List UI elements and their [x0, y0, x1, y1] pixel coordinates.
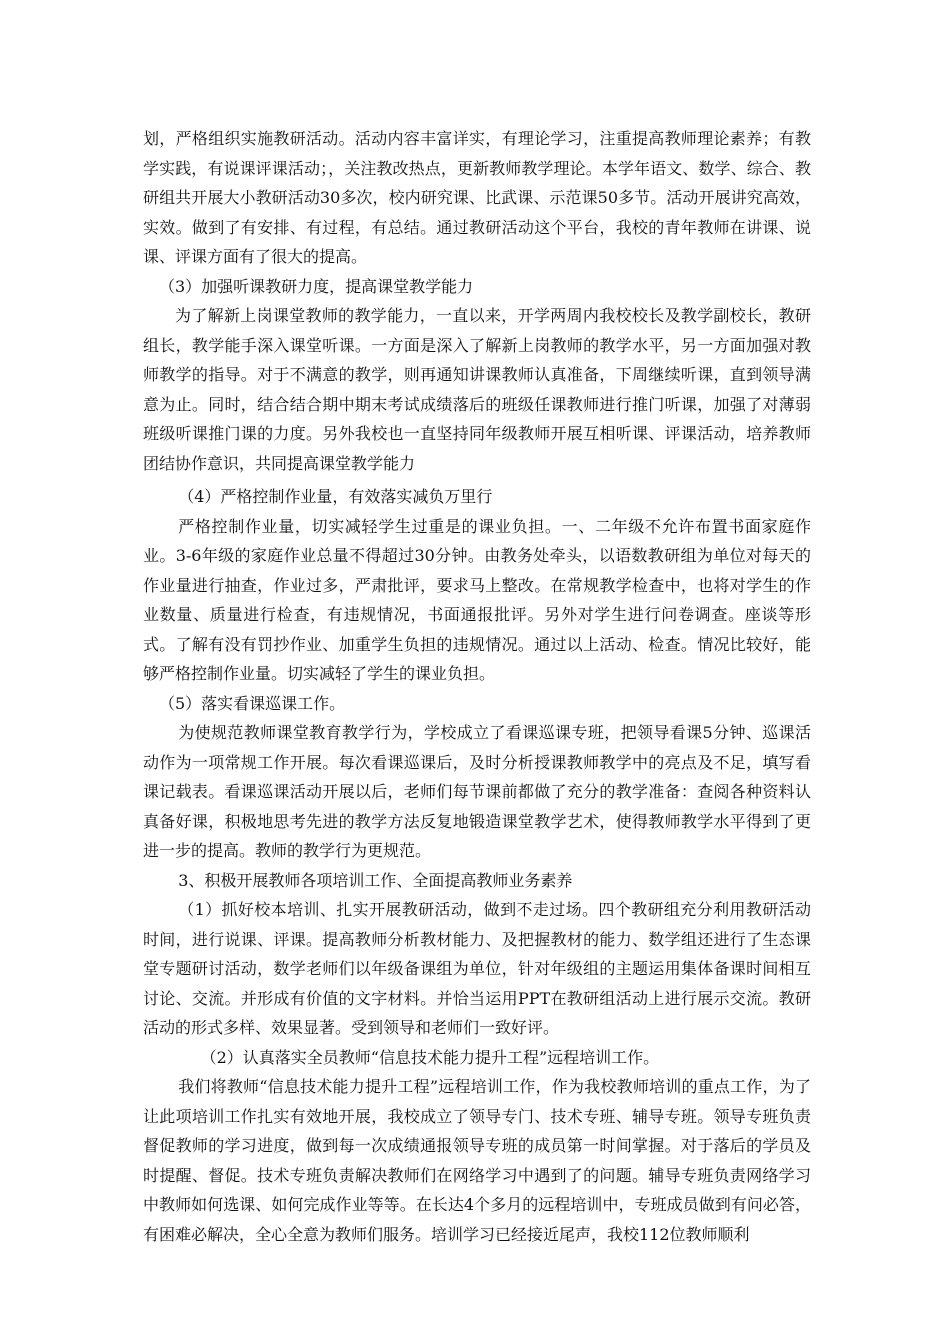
paragraph-continued: 划，严格组织实施教研活动。活动内容丰富详实，有理论学习，注重提高教师理论素养；有教学实践，有说课评课活动；，关注教改热点，更新教师教学理论。本学年语文、数学、综合、教研组共开展大小教研活动30多次，校内研究课、比武课、示范课50多节。活动开展讲究高效，实效。做到了有安排、有过程，有总结。通过教研活动这个平台，我校的青年教师在讲课、说课、评课方面有了很大的提高。 — [143, 129, 811, 266]
subheading-3: （3）加强听课教研力度，提高课堂教学能力 — [159, 276, 474, 296]
paragraph-homework-control: 严格控制作业量，切实减轻学生过重是的课业负担。一、二年级不允许布置书面家庭作业。3-6年级的家庭作业总量不得超过30分钟。由教务处牵头，以语数教研组为单位对每天的作业量进行抽查，作业过多，严肃批评，要求马上整改。在常规教学检查中，也将对学生的作业数量、质量进行检查，有违规情况，书面通报批评。另外对学生进行问卷调查。座谈等形式。了解有没有罚抄作业、加重学生负担的违规情况。通过以上活动、检查。情况比较好，能够严格控制作业量。切实减轻了学生的课业负担。 — [143, 516, 811, 683]
subheading-4: （4）严格控制作业量，有效落实减负万里行 — [178, 487, 493, 506]
subheading-5: （5）落实看课巡课工作。 — [159, 693, 346, 713]
paragraph-remote-training: 我们将教师“信息技术能力提升工程”远程培训工作，作为我校教师培训的重点工作，为了让此项培训工作扎实有效地开展，我校成立了领导专门、技术专班、辅导专班。领导专班负责督促教师的学习进度，做到每一次成绩通报领导专班的成员第一时间掌握。对于落后的学员及时提醒、督促。技术专班负责解决教师们在网络学习中遇到了的问题。辅导专班负责网络学习中教师如何选课、如何完成作业等等。在长达4个多月的远程培训中，专班成员做到有问必答，有困难必解决，全心全意为教师们服务。培训学习已经接近尾声，我校112位教师顺利 — [143, 1077, 811, 1244]
document-page — [143, 124, 811, 1249]
paragraph-class-inspection: 为使规范教师课堂教育教学行为，学校成立了看课巡课专班，把领导看课5分钟、巡课活动作为一项常规工作开展。每次看课巡课后，及时分析授课教师教学中的亮点及不足，填写看课记载表。看课巡课活动开展以后，老师们每节课前都做了充分的教学准备：查阅各种资料认真备好课，积极地思考先进的教学方法反复地锻造课堂教学艺术，使得教师教学水平得到了更进一步的提高。教师的教学行为更规范。 — [143, 723, 811, 860]
paragraph-lesson-observation: 为了解新上岗课堂教师的教学能力，一直以来，开学两周内我校校长及教学副校长，教研组长，教学能手深入课堂听课。一方面是深入了解新上岗教师的教学水平，另一方面加强对教师教学的指导。对于不满意的教学，则再通知讲课教师认真准备，下周继续听课，直到领导满意为止。同时，结合结合期中期末考试成绩落后的班级任课教师进行推门听课，加强了对薄弱班级听课推门课的力度。另外我校也一直坚持同年级教师开展互相听课、评课活动，培养教师团结协作意识，共同提高课堂教学能力 — [143, 306, 811, 473]
subheading-2-it-training: （2）认真落实全员教师“信息技术能力提升工程”远程培训工作。 — [200, 1047, 660, 1067]
section-heading-3: 3、积极开展教师各项培训工作、全面提高教师业务素养 — [178, 870, 573, 890]
paragraph-school-training: （1）抓好校本培训、扎实开展教研活动，做到不走过场。四个教研组充分利用教研活动时间，进行说课、评课。提高教师分析教材能力、及把握教材的能力、数学组还进行了生态课堂专题研讨活动，数学老师们以年级备课组为单位，针对年级组的主题运用集体备课时间相互讨论、交流。并形成有价值的文字材料。并恰当运用PPT在教研组活动上进行展示交流。教研活动的形式多样、效果显著。受到领导和老师们一致好评。 — [143, 900, 811, 1037]
